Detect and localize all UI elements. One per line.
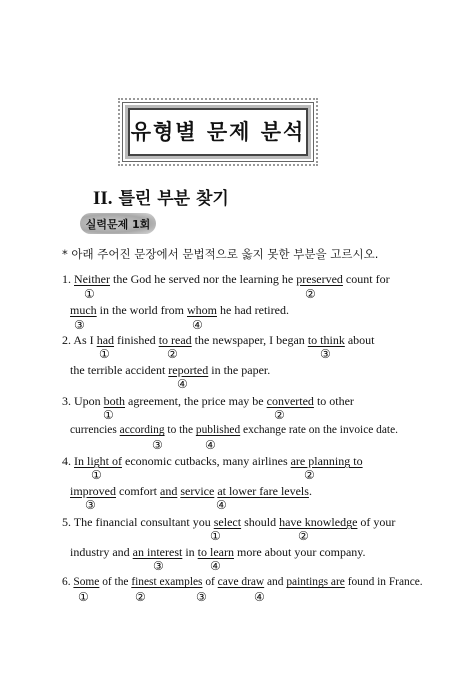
marker-2: ② xyxy=(304,468,315,482)
option-3-text: to think xyxy=(307,333,345,347)
option-3-text: improved xyxy=(70,484,116,498)
option-3-text: much xyxy=(70,303,97,317)
question-1-line-2: much in the world from whom he had retired. xyxy=(70,303,289,317)
marker-2: ② xyxy=(135,590,146,604)
marker-1: ① xyxy=(91,468,102,482)
question-number: 5. xyxy=(62,515,71,529)
question-4-line-1: 4. In light of economic cutbacks, many airlines are planning to xyxy=(62,454,363,468)
marker-4: ④ xyxy=(216,498,227,512)
marker-1: ① xyxy=(210,529,221,543)
option-1-text: had xyxy=(96,333,115,347)
option-4-text: whom xyxy=(187,303,217,317)
question-5-line-1: 5. The financial consultant you select should have knowledge of your xyxy=(62,515,396,529)
option-2-text: converted xyxy=(266,394,314,408)
marker-4: ④ xyxy=(192,318,203,332)
option-1-text: both xyxy=(103,394,126,408)
option-4-text: to learn xyxy=(197,545,234,559)
option-1-text: select xyxy=(213,515,242,529)
question-2-line-1: 2. As I had finished to read the newspaper, I began to think about xyxy=(62,333,375,347)
marker-3: ③ xyxy=(320,347,331,361)
marker-3: ③ xyxy=(74,318,85,332)
option-3-text: according xyxy=(119,424,165,436)
marker-4: ④ xyxy=(254,590,265,604)
marker-1: ① xyxy=(99,347,110,361)
question-3-line-1: 3. Upon both agreement, the price may be converted to other xyxy=(62,394,354,408)
practice-badge-label: 실력문제 1회 xyxy=(85,218,151,231)
marker-3: ③ xyxy=(85,498,96,512)
question-5-line-2: industry and an interest in to learn more about your company. xyxy=(70,545,366,559)
option-1-text: Neither xyxy=(74,272,110,286)
marker-2: ② xyxy=(274,408,285,422)
option-4-text: reported xyxy=(168,363,209,377)
title-banner xyxy=(128,108,308,156)
option-1-text: Some xyxy=(73,576,100,588)
marker-1: ① xyxy=(103,408,114,422)
option-4-text: paintings are xyxy=(286,576,345,588)
option-4-text: at lower fare levels xyxy=(217,484,309,498)
question-number: 2. xyxy=(62,333,71,347)
question-1-line-1: 1. Neither the God he served nor the learning he preserved count for xyxy=(62,272,390,286)
instruction-text: * 아래 주어진 문장에서 문법적으로 옳지 못한 부분을 고르시오. xyxy=(62,247,379,261)
question-4-line-2: improved comfort and service at lower fare levels. xyxy=(70,484,312,498)
marker-2: ② xyxy=(305,287,316,301)
option-2-text: have knowledge xyxy=(279,515,358,529)
question-3-line-2: currencies according to the published exchange rate on the invoice date. xyxy=(70,424,398,436)
marker-2: ② xyxy=(167,347,178,361)
page-title: 유형별 문제 분석 xyxy=(130,120,306,144)
marker-4: ④ xyxy=(210,559,221,573)
question-number: 6. xyxy=(62,576,71,588)
marker-3: ③ xyxy=(196,590,207,604)
marker-3: ③ xyxy=(153,559,164,573)
marker-1: ① xyxy=(78,590,89,604)
option-2-text: preserved xyxy=(296,272,343,286)
marker-4: ④ xyxy=(205,438,216,452)
practice-badge xyxy=(80,213,156,234)
question-number: 3. xyxy=(62,394,71,408)
section-number: II. xyxy=(93,188,113,209)
question-2-line-2: the terrible accident reported in the paper. xyxy=(70,363,271,377)
option-2-text: are planning to xyxy=(290,454,363,468)
section-title: 틀린 부분 찾기 xyxy=(118,189,229,209)
option-1-text: In light of xyxy=(74,454,122,468)
option-3-text: an interest xyxy=(132,545,183,559)
option-2-text: finest examples xyxy=(131,576,203,588)
option-2-text: to read xyxy=(158,333,192,347)
option-4-text: published xyxy=(195,424,241,436)
question-6-line-1: 6. Some of the finest examples of cave draw and paintings are found in France. xyxy=(62,576,423,588)
marker-4: ④ xyxy=(177,377,188,391)
option-3-text: cave draw xyxy=(217,576,265,588)
question-number: 1. xyxy=(62,272,71,286)
marker-2: ② xyxy=(298,529,309,543)
question-number: 4. xyxy=(62,454,71,468)
marker-1: ① xyxy=(84,287,95,301)
section-heading xyxy=(93,184,229,210)
marker-3: ③ xyxy=(152,438,163,452)
